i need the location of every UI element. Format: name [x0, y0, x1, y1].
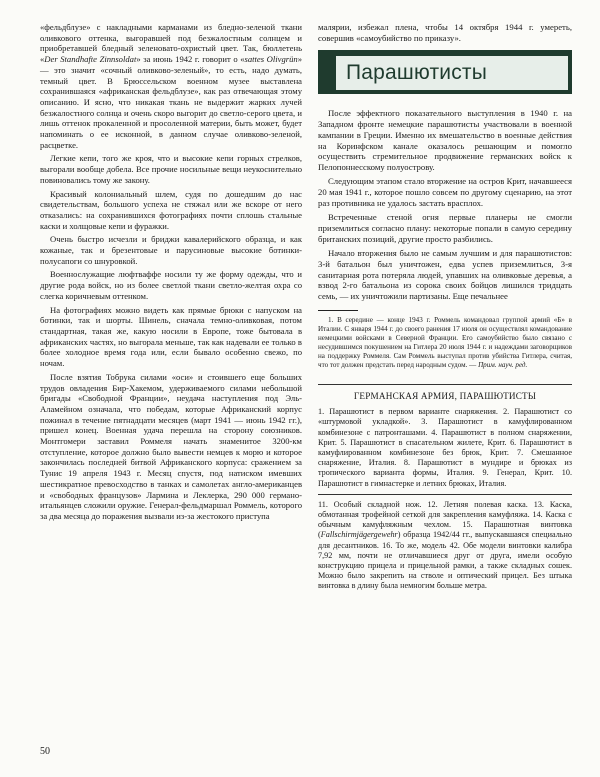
footnote-text: 1. В середине — конце 1943 г. Роммель командовал группой армий «Б» в Италии. С января 1944 г. до своего ранения 17 июля он осуществлял командование немецкими войсками в Северной Франции. Его самоубийство было связано с несудившимся покушением на Гитлера 20 июля 1944 г. и надеждами заговорщиков на поддержку Роммеля. Сам Роммель выступал против убийства Гитлера, считая, что тот должен предстать перед народным судом. — Прим. науч. ред. — [318, 316, 572, 370]
paragraph: Очень быстро исчезли и бриджи кавалерийского образца, и как кожаные, так и брезентовые и парусиновые высокие ботинки-полусапоги со шнуровкой. — [40, 234, 302, 266]
caption-title: ГЕРМАНСКАЯ АРМИЯ, ПАРАШЮТИСТЫ — [353, 391, 537, 402]
section-banner-inner — [336, 56, 568, 90]
left-column — [40, 22, 302, 525]
footnote-divider — [318, 310, 358, 311]
section-banner — [318, 50, 572, 94]
paragraph: Военнослужащие люфтваффе носили ту же форму одежды, что и другие рода войск, но из более светлой ткани светло-желтая охра со слегка коричневым оттенком. — [40, 269, 302, 301]
caption-divider — [318, 494, 572, 495]
paragraph: Красивый колониальный шлем, судя по дошедшим до нас свидетельствам, большого успеха не стяжал или же вскоре от него отказались: на сохранившихся фотографиях почти сплошь стальные каски и холщовые кепи и фуражки. — [40, 188, 302, 231]
paragraph: Следующим этапом стало вторжение на остров Крит, начавшееся 20 мая 1941 г., которое пошло совсем по другому сценарию, на этот раз противника не удалось застать врасплох. — [318, 176, 572, 209]
paragraph: «фельдблузе» с накладными карманами из бледно-зеленой ткани оливкового оттенка, выгоравшей под безжалостным солнцем и приобретавшей бледный зеленовато-охристый цвет. Так, бюллетень «Der Standhafte Zinnsoldat» за июнь 1942 г. говорит о «sattes Olivgrün» — это значит «сочный оливково-зеленый», то есть, надо думать, темный цвет. В Брюссельском военном музее выставлена сохранившаяся «африканская фельдблузе», как раз отвечающая этому описанию. И ясно, что никакая ткань не выдержит жарких лучей безжалостного солнца и очень скоро выгорит до светло-серого цвета, и лишь оттенок прокаленной и просоленной материи, быть может, будет напоминать о ее исконной, в данном случае оливково-зеленой, расцветке. — [40, 22, 302, 150]
paragraph: На фотографиях можно видеть как прямые брюки с напуском на ботинки, так и шорты. Шинель, сначала темно-оливковая, потом стандартная, такая же, какую носили в Европе, тоже бытовала в африканских частях, но выгорала меньше, так как надевали ее только в более холодное время года или, если бывало особенно свежо, по ночам. — [40, 304, 302, 369]
paragraph: Встреченные стеной огня первые планеры не смогли приземлиться согласно плану: некоторые попали в самую середину британских позиций, другие просто разбились. — [318, 211, 572, 244]
illustration-caption — [318, 384, 572, 591]
page-number: 50 — [40, 746, 50, 757]
paragraph: Легкие кепи, того же кроя, что и высокие кепи горных стрелков, выгорали вообще добела. Все прочие носильные вещи неукоснительно повиновались тому же закону. — [40, 153, 302, 185]
paragraph: малярии, избежал плена, чтобы 14 октября 1944 г. умереть, совершив «самоубийство по приказу». — [318, 22, 572, 43]
paragraph: После эффектного показательного выступления в 1940 г. на Западном фронте немецкие парашютисты участвовали в военной кампании в Греции. Именно их вмешательство в военные действия на Коринфском канале оказалось решающим и помогло осуществить стремительное продвижение германских войск к Пелопоннесскому полуострову. — [318, 107, 572, 173]
right-column — [318, 22, 572, 595]
footnote — [318, 316, 572, 370]
section-title: Парашютисты — [346, 61, 488, 85]
caption-text: 1. Парашютист в первом варианте снаряжения. 2. Парашютист со «штурмовой укладкой». 3. Парашютист в камуфлированном комбинезоне с патронташами. 4. Парашютист в полном снаряжении, Крит. 5. Парашютист в спасательном жилете, Крит. 6. Парашютист в камуфлированном комбинезоне без брюк, Крит. 7. Смешанное снаряжение, Италия. 8. Парашютист в мундире и брюках из тропического варианта формы, Италия. 9. Генерал, Крит. 10. Парашютист в гимнастерке и летних брюках, Италия. — [318, 407, 572, 488]
caption-text: 11. Особый складной нож. 12. Летняя полевая каска. 13. Каска, обмотанная трофейной сеткой для закрепления камуфляжа. 14. Каска с обычным камуфляжным чехлом. 15. Парашютная винтовка (Fallschirmjägergewehr) образца 1942/44 гг., выпускавшаяся специально для десантников. 16. То же, модель 42. Обе модели винтовки калибра 7,92 мм, почти не отличавшиеся друг от друга, имели особую конструкцию прицела и прицельной рамки, а также складных сошек. Можно было закрепить на стволе и оптический прицел. Без штыка винтовка в длину была немногим больше метра. — [318, 499, 572, 591]
paragraph: Начало вторжения было не самым лучшим и для парашютистов: 3-й батальон был уничтожен, едва успев приземлиться, 3-я санитарная рота потеряла людей, упавших на оливковые деревья, а взвод 2-го батальона из сорока своих бойцов лишился тридцать семь, — их уничтожили партизаны. Еще печальнее — [318, 247, 572, 302]
paragraph: После взятия Тобрука силами «оси» и стоившего еще больших трудов овладения Бир-Хакемом, удерживаемого силами небольшой бригады «Свободной Франции», неудача наступления под Эль-Аламейном означала, что победам, которые Африканский корпус пожинал в течение пятнадцати месяцев (март 1941 — июнь 1942 гг.), пришел конец. Военная удача перешла на сторону союзников. Монтгомери заставил Роммеля начать знаменитое 3200-км отступление, которое должно было вывести немцев к морю и которое закончилась последней битвой Африканского корпуса: сражением за Тунис 19 апреля 1943 г. Месяц спустя, под натиском имевших шестикратное превосходство в танках и самолетах англо-американцев и «свободных французов» Лармина и Леклерка, 290 000 германо-итальянцев сложили оружие. Генерал-фельдмаршал Роммель, которого за два месяца до поражения вызвали из-за жестокого приступа — [40, 371, 302, 521]
